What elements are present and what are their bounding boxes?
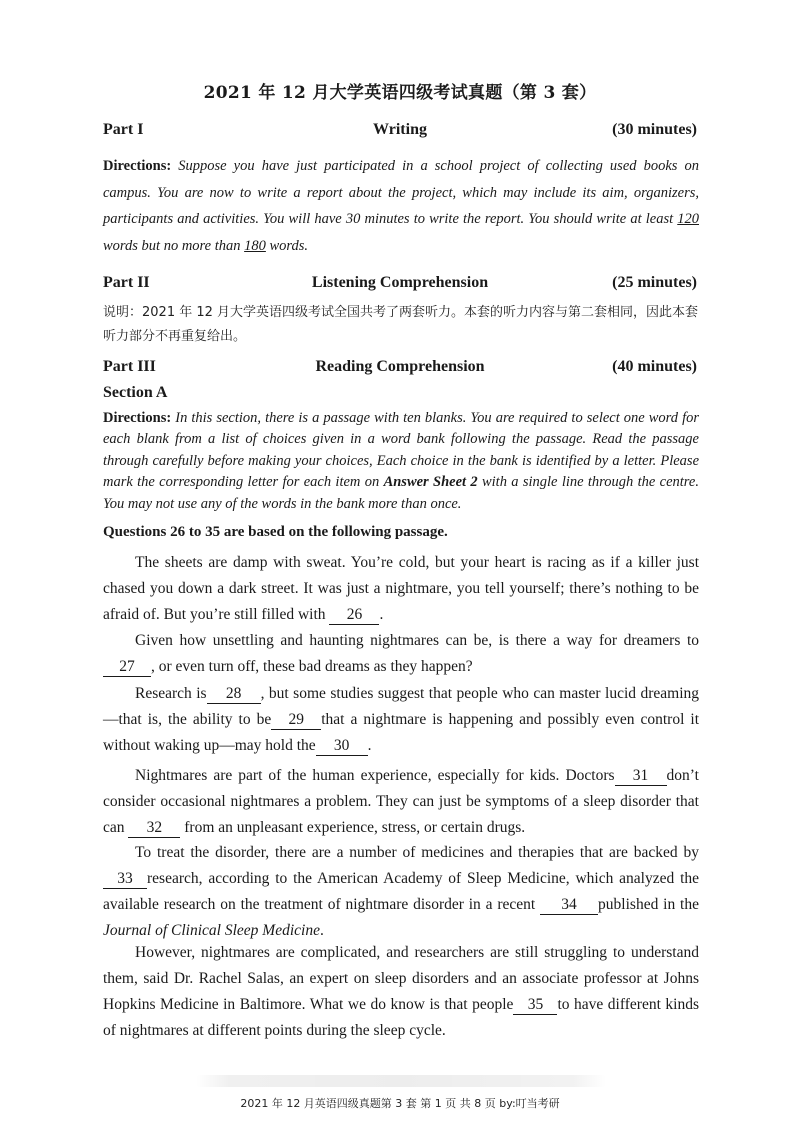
answer-sheet-ref: Answer Sheet 2 [383, 474, 478, 491]
blank-29: 29 [271, 710, 321, 730]
page-footer: 2021 年 12 月英语四级真题第 3 套 第 1 页 共 8 页 by:叮当考研 [240, 1097, 560, 1110]
passage-paragraph-4: Nightmares are part of the human experience, especially for kids. Doctors 31 don’t consider occasional nightmares a problem. They can just be symptoms of a sleep disorder that can 32 from an unpleasant experience, stress, or certain drugs. [103, 767, 699, 836]
blank-33: 33 [103, 869, 147, 889]
part-1-time: (30 minutes) [612, 121, 697, 138]
part-1-directions: Directions: Suppose you have just participated in a school project of collecting used books on campus. You are now to write a report about the project, which may include its aim, organizers, participants and activities. You will have 30 minutes to write the report. You should write at least 120 words but no more than 180 words. [103, 158, 699, 254]
watermark-strip [196, 1075, 606, 1087]
journal-title: Journal of Clinical Sleep Medicine [103, 922, 320, 939]
passage-paragraph-5: To treat the disorder, there are a number of medicines and therapies that are backed by33 research, according to the American Academy of Sleep Medicine, which analyzed the available research on the treatment of nightmare disorder in a recent 34 published in the Journal of Clinical Sleep Medicine. [103, 844, 699, 939]
blank-30: 30 [316, 736, 368, 756]
blank-27: 27 [103, 657, 151, 677]
part-2-time: (25 minutes) [612, 274, 697, 291]
blank-26: 26 [329, 605, 379, 625]
part-1-label: Part I [103, 121, 144, 138]
part-1-name: Writing [373, 121, 427, 138]
blank-34: 34 [540, 895, 598, 915]
listening-note: 说明：2021 年 12 月大学英语四级考试全国共考了两套听力。本套的听力内容与第二套相同，因此本套听力部分不再重复给出。 [103, 305, 699, 344]
exam-title: 2021 年 12 月大学英语四级考试真题（第 3 套） [203, 83, 597, 103]
directions-label: Directions: [103, 410, 172, 426]
part-3-name: Reading Comprehension [315, 358, 485, 375]
part-3-directions: Directions: In this section, there is a passage with ten blanks. You are required to select one word for each blank from a list of choices given in a word bank following the passage. Read the passage through carefully before making your choices, Each choice in the bank is identified by a letter. Please mark the corresponding letter for each item on Answer Sheet 2 with a single line through the centre. You may not use any of the words in the bank more than once. [103, 410, 699, 512]
passage-paragraph-6: However, nightmares are complicated, and researchers are still struggling to understand them, said Dr. Rachel Salas, an expert on sleep disorders and an associate professor at Johns Hopkins Medicine in Baltimore. What we do know is that people 35 to have different kinds of nightmares at different points during the sleep cycle. [103, 944, 699, 1039]
part-1-header [103, 121, 697, 143]
part-3-time: (40 minutes) [612, 358, 697, 375]
section-a-heading: Section A [103, 384, 168, 401]
directions-label: Directions: [103, 158, 172, 174]
questions-heading: Questions 26 to 35 are based on the following passage. [103, 524, 448, 540]
passage-paragraph-1: The sheets are damp with sweat. You’re cold, but your heart is racing as if a killer just chased you down a dark street. It was just a nightmare, you tell yourself; there’s nothing to be afraid of. But you’re still filled with 26 . [103, 554, 699, 623]
passage-paragraph-3: Research is 28 , but some studies suggest that people who can master lucid dreaming—that is, the ability to be 29 that a nightmare is happening and possibly even control it without waking up—may hold the 30 . [103, 685, 700, 754]
max-words: 180 [244, 237, 266, 254]
part-2-header [103, 274, 697, 296]
blank-32: 32 [128, 818, 180, 838]
blank-35: 35 [513, 995, 557, 1015]
part-2-label: Part II [103, 274, 150, 291]
part-2-name: Listening Comprehension [311, 274, 489, 291]
blank-28: 28 [207, 684, 261, 704]
min-words: 120 [677, 211, 699, 227]
blank-31: 31 [615, 766, 667, 786]
part-3-header [103, 358, 697, 380]
part-3-label: Part III [103, 358, 156, 375]
passage-paragraph-2: Given how unsettling and haunting nightmares can be, is there a way for dreamers to 27 , or even turn off, these bad dreams as they happen? [103, 628, 699, 680]
